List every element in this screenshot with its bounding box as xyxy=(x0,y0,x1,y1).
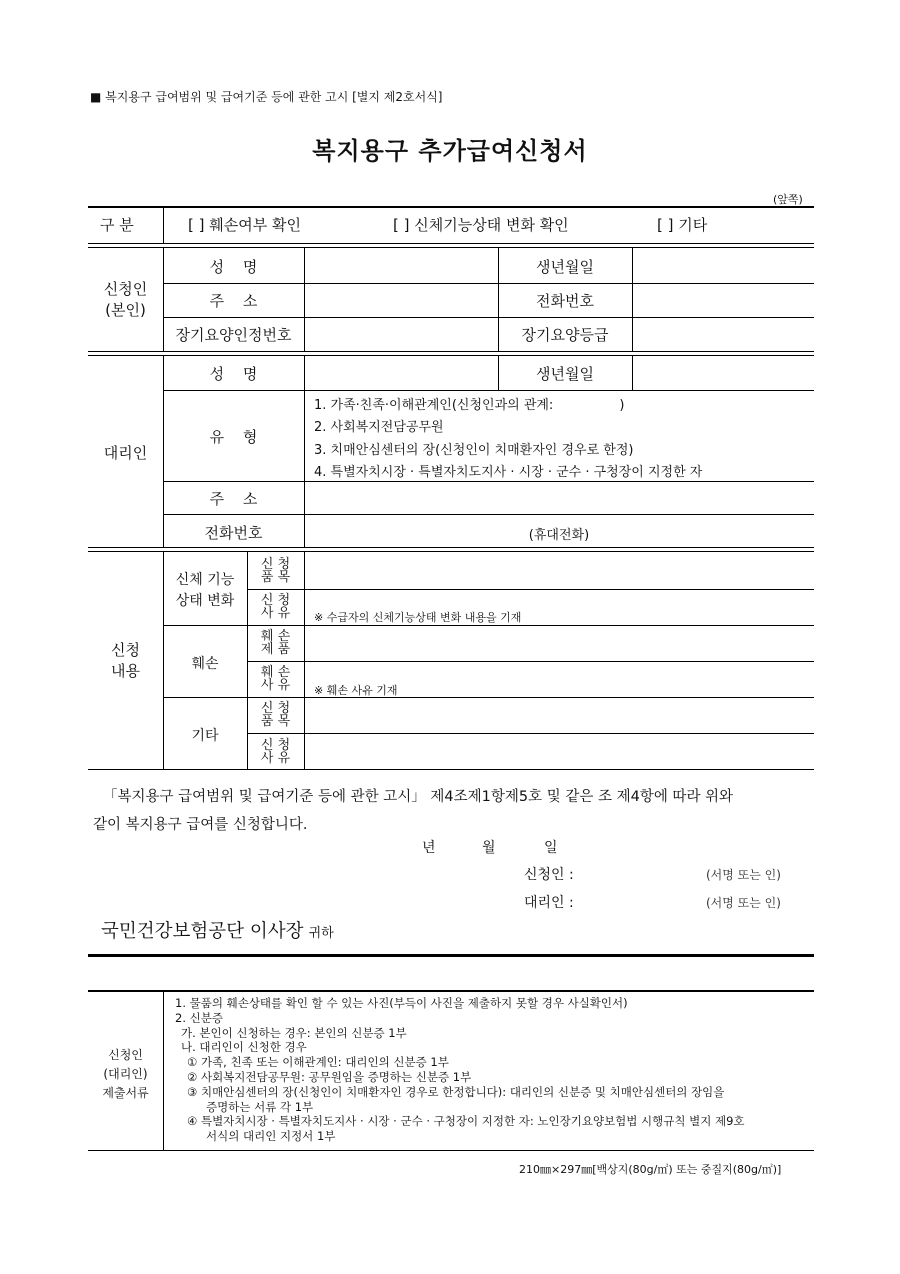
signature-applicant-label: 신청인 : xyxy=(524,867,574,883)
agent-address-label: 주 소 xyxy=(209,490,258,508)
other-item-label: 신 청 품 목 xyxy=(260,701,291,729)
other-label: 기타 xyxy=(191,728,219,744)
agent-birth-field[interactable] xyxy=(634,358,812,388)
documents-item: 증명하는 서류 각 1부 xyxy=(206,1099,314,1114)
documents-item: ③ 치매안심센터의 장(신청인이 치매환자인 경우로 한정합니다): 대리인의 신분증 및 치매안심센터의 장임을 xyxy=(187,1084,725,1099)
applicant-address-label: 주 소 xyxy=(209,292,258,310)
damage-label: 훼손 xyxy=(191,656,219,672)
ltc-number-field[interactable] xyxy=(306,319,496,349)
checkbox-other[interactable]: [ ] 기타 xyxy=(657,216,708,234)
documents-item: 1. 물품의 훼손상태를 확인 할 수 있는 사진(부득이 사진을 제출하지 못할 경우 사실확인서) xyxy=(175,996,628,1010)
recipient xyxy=(101,917,334,943)
documents-label: 신청인 (대리인) 제출서류 xyxy=(102,1048,149,1100)
category-label: 구 분 xyxy=(100,216,134,234)
agent-name-label: 성 명 xyxy=(209,365,258,383)
agent-type-option: 2. 사회복지전담공무원 xyxy=(314,420,444,436)
recipient-suffix: 귀하 xyxy=(308,926,334,941)
documents-item: ④ 특별자치시장 · 특별자치도지사 · 시장 · 군수 · 구청장이 지정한 자: 노인장기요양보험법 시행규칙 별지 제9호 xyxy=(187,1114,745,1129)
agent-address-field[interactable] xyxy=(306,483,812,512)
request-reason-label: 신 청 사 유 xyxy=(260,593,291,621)
documents-item: 서식의 대리인 지정서 1부 xyxy=(206,1129,336,1144)
statement-line2: 같이 복지용구 급여를 신청합니다. xyxy=(93,817,308,833)
applicant-name-field[interactable] xyxy=(306,250,496,281)
ltc-grade-label: 장기요양등급 xyxy=(521,326,609,344)
date-day-label: 일 xyxy=(544,840,558,856)
applicant-label: 신청인 (본인) xyxy=(103,280,148,319)
damage-note: ※ 훼손 사유 기재 xyxy=(314,684,398,697)
damage-reason-label: 훼 손 사 유 xyxy=(260,665,291,693)
recipient-name: 국민건강보험공단 이사장 xyxy=(101,921,304,942)
request-label: 신청 내용 xyxy=(111,641,140,680)
other-item-field[interactable] xyxy=(306,699,812,731)
agent-type-option: 3. 치매안심센터의 장(신청인이 치매환자인 경우로 한정) xyxy=(314,442,634,458)
documents-item: 가. 본인이 신청하는 경우: 본인의 신분증 1부 xyxy=(181,1025,407,1040)
applicant-phone-label: 전화번호 xyxy=(536,292,594,310)
agent-type-list xyxy=(314,395,702,484)
agent-phone-field[interactable] xyxy=(306,516,812,545)
damaged-item-field[interactable] xyxy=(306,627,812,659)
agent-phone-label: 전화번호 xyxy=(204,524,263,542)
applicant-sign-hint[interactable]: (서명 또는 인) xyxy=(706,868,781,882)
body-change-reason-field[interactable] xyxy=(306,591,812,607)
signature-agent-label: 대리인 : xyxy=(524,895,574,911)
body-change-item-field[interactable] xyxy=(306,554,812,587)
damaged-item-label: 훼 손 제 품 xyxy=(260,629,291,657)
ltc-grade-field[interactable] xyxy=(634,319,812,349)
agent-type-option: 1. 가족·친족·이해관계인(신청인과의 관계: ) xyxy=(314,398,625,413)
page-title: 복지용구 추가급여신청서 xyxy=(312,137,588,165)
agent-sign-hint[interactable]: (서명 또는 인) xyxy=(706,896,781,910)
documents-item: 나. 대리인이 신청한 경우 xyxy=(181,1040,307,1055)
applicant-phone-field[interactable] xyxy=(634,285,812,315)
documents-list xyxy=(175,996,745,1144)
applicant-name-label: 성 명 xyxy=(209,258,258,276)
notice-text: 복지용구 급여범위 및 급여기준 등에 관한 고시 [별지 제2호서식] xyxy=(105,90,443,104)
documents-item: ② 사회복지전담공무원: 공무원임을 증명하는 신분증 1부 xyxy=(187,1069,472,1084)
body-change-note: ※ 수급자의 신체기능상태 변화 내용을 기재 xyxy=(314,611,522,624)
ltc-number-label: 장기요양인정번호 xyxy=(175,326,292,344)
documents-item: ① 가족, 친족 또는 이해관계인: 대리인의 신분증 1부 xyxy=(187,1055,449,1070)
damage-reason-field[interactable] xyxy=(306,663,812,680)
applicant-birth-field[interactable] xyxy=(634,250,812,281)
documents-item: 2. 신분증 xyxy=(175,1010,223,1025)
agent-type-option: 4. 특별자치시장 · 특별자치도지사 · 시장 · 군수 · 구청장이 지정한 자 xyxy=(314,464,703,480)
request-item-label: 신 청 품 목 xyxy=(260,557,291,585)
statement-line1: 「복지용구 급여범위 및 급여기준 등에 관한 고시」 제4조제1항제5호 및 같은 조 제4항에 따라 위와 xyxy=(103,789,734,805)
checkbox-body-change[interactable]: [ ] 신체기능상태 변화 확인 xyxy=(393,216,569,234)
front-side-label: (앞쪽) xyxy=(773,193,803,206)
paper-spec: 210㎜×297㎜[백상지(80g/㎡) 또는 중질지(80g/㎡)] xyxy=(519,1163,782,1176)
body-change-label: 신체 기능 상태 변화 xyxy=(175,572,235,609)
applicant-address-field[interactable] xyxy=(306,285,496,315)
form-notice xyxy=(90,88,443,105)
mobile-hint: (휴대전화) xyxy=(528,528,590,543)
other-reason-label: 신 청 사 유 xyxy=(260,738,291,766)
date-month-label: 월 xyxy=(482,840,496,856)
square-bullet-icon: ■ xyxy=(90,90,102,104)
applicant-birth-label: 생년월일 xyxy=(536,258,594,276)
agent-type-label: 유 형 xyxy=(209,428,258,446)
other-reason-field[interactable] xyxy=(306,735,812,767)
agent-label: 대리인 xyxy=(103,444,148,462)
agent-birth-label: 생년월일 xyxy=(536,365,594,383)
date-year-label: 년 xyxy=(422,840,436,856)
agent-name-field[interactable] xyxy=(306,358,496,388)
checkbox-damage-check[interactable]: [ ] 훼손여부 확인 xyxy=(188,216,301,234)
